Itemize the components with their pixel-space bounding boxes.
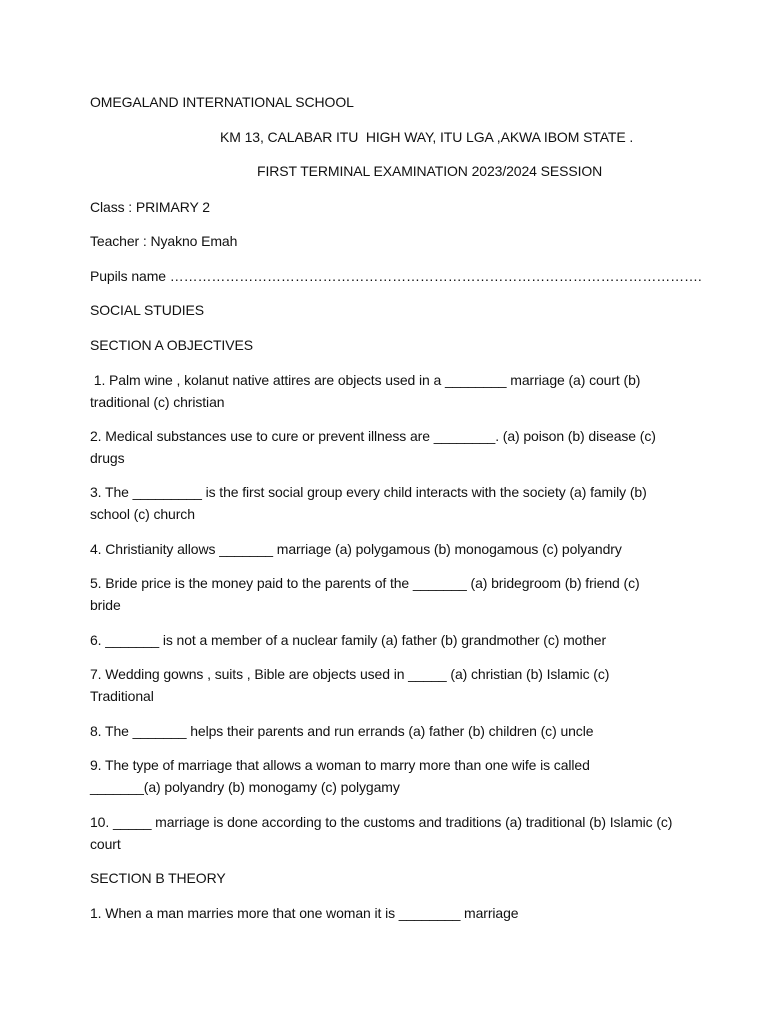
question-a8: 8. The _______ helps their parents and run errands (a) father (b) children (c) uncle [90, 723, 594, 739]
class-line: Class : PRIMARY 2 [90, 199, 210, 215]
question-a4: 4. Christianity allows _______ marriage (a) polygamous (b) monogamous (c) polyandry [90, 541, 622, 557]
question-b1: 1. When a man marries more that one woman it is ________ marriage [90, 905, 519, 921]
question-a10: 10. _____ marriage is done according to the customs and traditions (a) traditional (b) Islamic (c) court [90, 814, 677, 852]
question-a9: 9. The type of marriage that allows a woman to marry more than one wife is called _______(a) polyandry (b) monogamy (c) polygamy [90, 757, 594, 795]
exam-title: FIRST TERMINAL EXAMINATION 2023/2024 SESSION [257, 163, 603, 179]
school-address: KM 13, CALABAR ITU HIGH WAY, ITU LGA ,AKWA IBOM STATE . [220, 129, 634, 145]
section-a-title: SECTION A OBJECTIVES [90, 337, 253, 353]
teacher-line: Teacher : Nyakno Emah [90, 233, 238, 249]
school-name: OMEGALAND INTERNATIONAL SCHOOL [90, 94, 354, 110]
pupil-name-line: Pupils name ……………………………………………………………………………………………………. [90, 268, 702, 284]
question-a5: 5. Bride price is the money paid to the parents of the _______ (a) bridegroom (b) friend (c) bride [90, 575, 644, 613]
subject-title: SOCIAL STUDIES [90, 302, 204, 318]
question-a1: 1. Palm wine , kolanut native attires are objects used in a ________ marriage (a) court (b) traditional (c) christian [90, 372, 645, 410]
question-a7: 7. Wedding gowns , suits , Bible are objects used in _____ (a) christian (b) Islamic (c) Traditional [90, 666, 613, 704]
question-a2: 2. Medical substances use to cure or prevent illness are ________. (a) poison (b) disease (c) drugs [90, 428, 660, 466]
question-a3: 3. The _________ is the first social group every child interacts with the society (a) family (b) school (c) church [90, 484, 651, 522]
question-a6: 6. _______ is not a member of a nuclear family (a) father (b) grandmother (c) mother [90, 632, 607, 648]
section-b-title: SECTION B THEORY [90, 870, 226, 886]
